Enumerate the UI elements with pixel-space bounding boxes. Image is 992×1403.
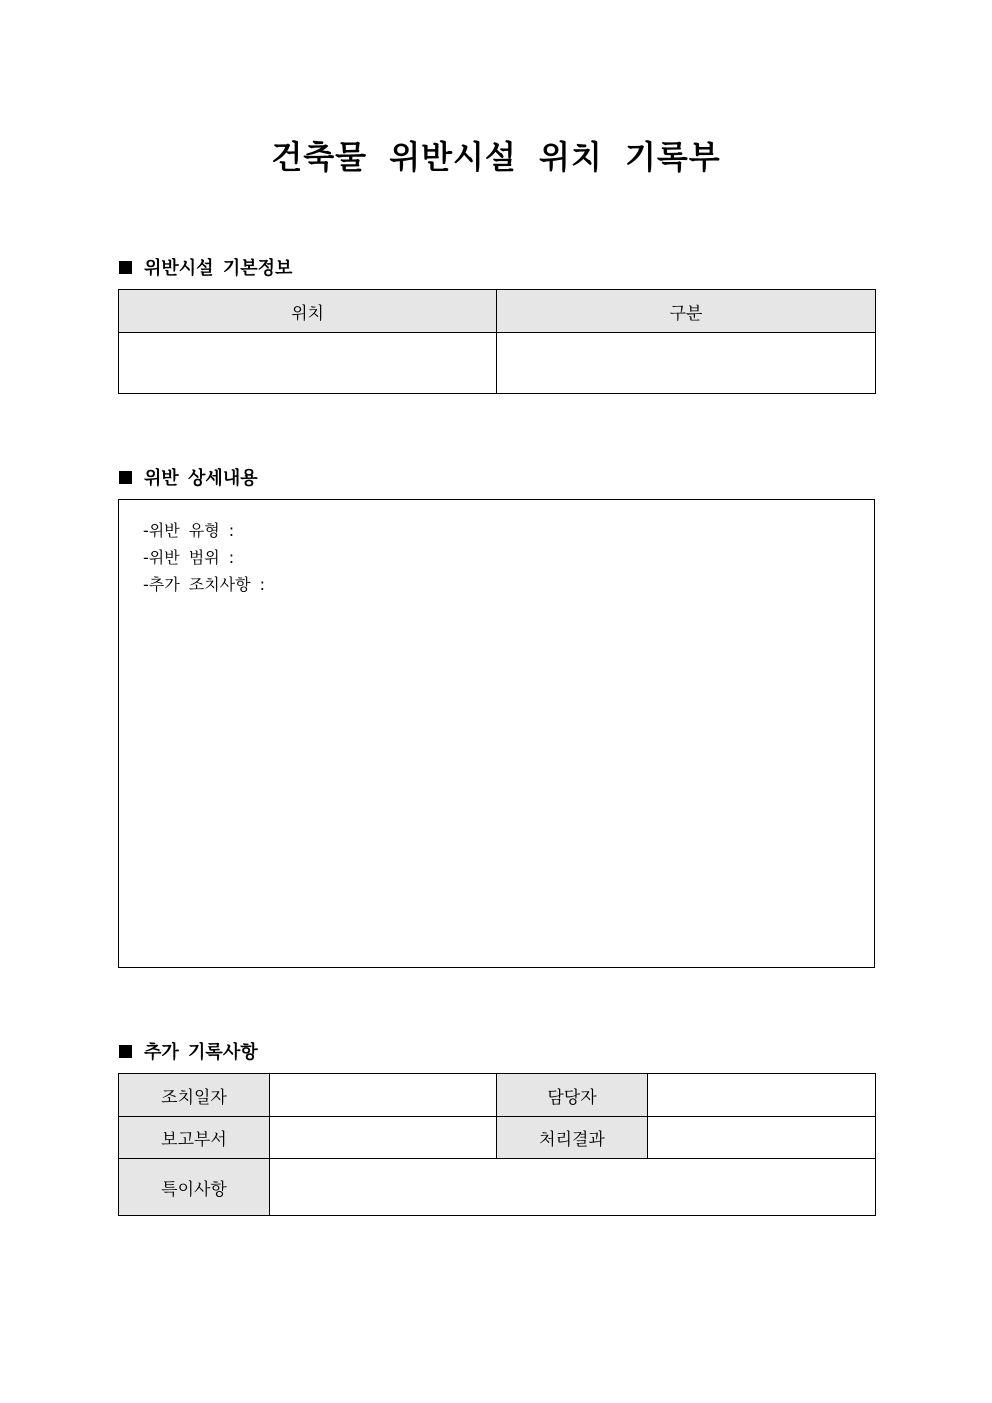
- column-header-category: 구분: [497, 290, 876, 333]
- report-dept-label: 보고부서: [119, 1117, 270, 1159]
- violation-details-box[interactable]: [118, 499, 875, 968]
- section-heading-details: [119, 464, 258, 490]
- section-title: 위반시설 기본정보: [144, 258, 293, 279]
- section-heading-basic-info: [119, 254, 292, 280]
- manager-cell[interactable]: [648, 1074, 876, 1117]
- manager-label: 담당자: [497, 1074, 648, 1117]
- square-bullet-icon: [119, 1045, 132, 1058]
- square-bullet-icon: [119, 261, 132, 274]
- remarks-cell[interactable]: [270, 1159, 876, 1216]
- detail-lines: [143, 517, 265, 598]
- location-cell[interactable]: [119, 333, 497, 394]
- violation-type-line: -위반 유형 :: [143, 521, 235, 540]
- additional-action-line: -추가 조치사항 :: [143, 575, 266, 594]
- remarks-label: 특이사항: [119, 1159, 270, 1216]
- violation-scope-line: -위반 범위 :: [143, 548, 235, 567]
- square-bullet-icon: [119, 471, 132, 484]
- action-date-label: 조치일자: [119, 1074, 270, 1117]
- section-heading-additional: [119, 1038, 258, 1064]
- category-cell[interactable]: [497, 333, 876, 394]
- result-cell[interactable]: [648, 1117, 876, 1159]
- additional-records-table: [118, 1073, 876, 1216]
- report-dept-cell[interactable]: [270, 1117, 497, 1159]
- page-title: 건축물 위반시설 위치 기록부: [271, 138, 721, 176]
- section-title: 추가 기록사항: [144, 1042, 258, 1063]
- basic-info-table: [118, 289, 876, 394]
- section-title: 위반 상세내용: [144, 468, 258, 489]
- action-date-cell[interactable]: [270, 1074, 497, 1117]
- result-label: 처리결과: [497, 1117, 648, 1159]
- column-header-location: 위치: [119, 290, 497, 333]
